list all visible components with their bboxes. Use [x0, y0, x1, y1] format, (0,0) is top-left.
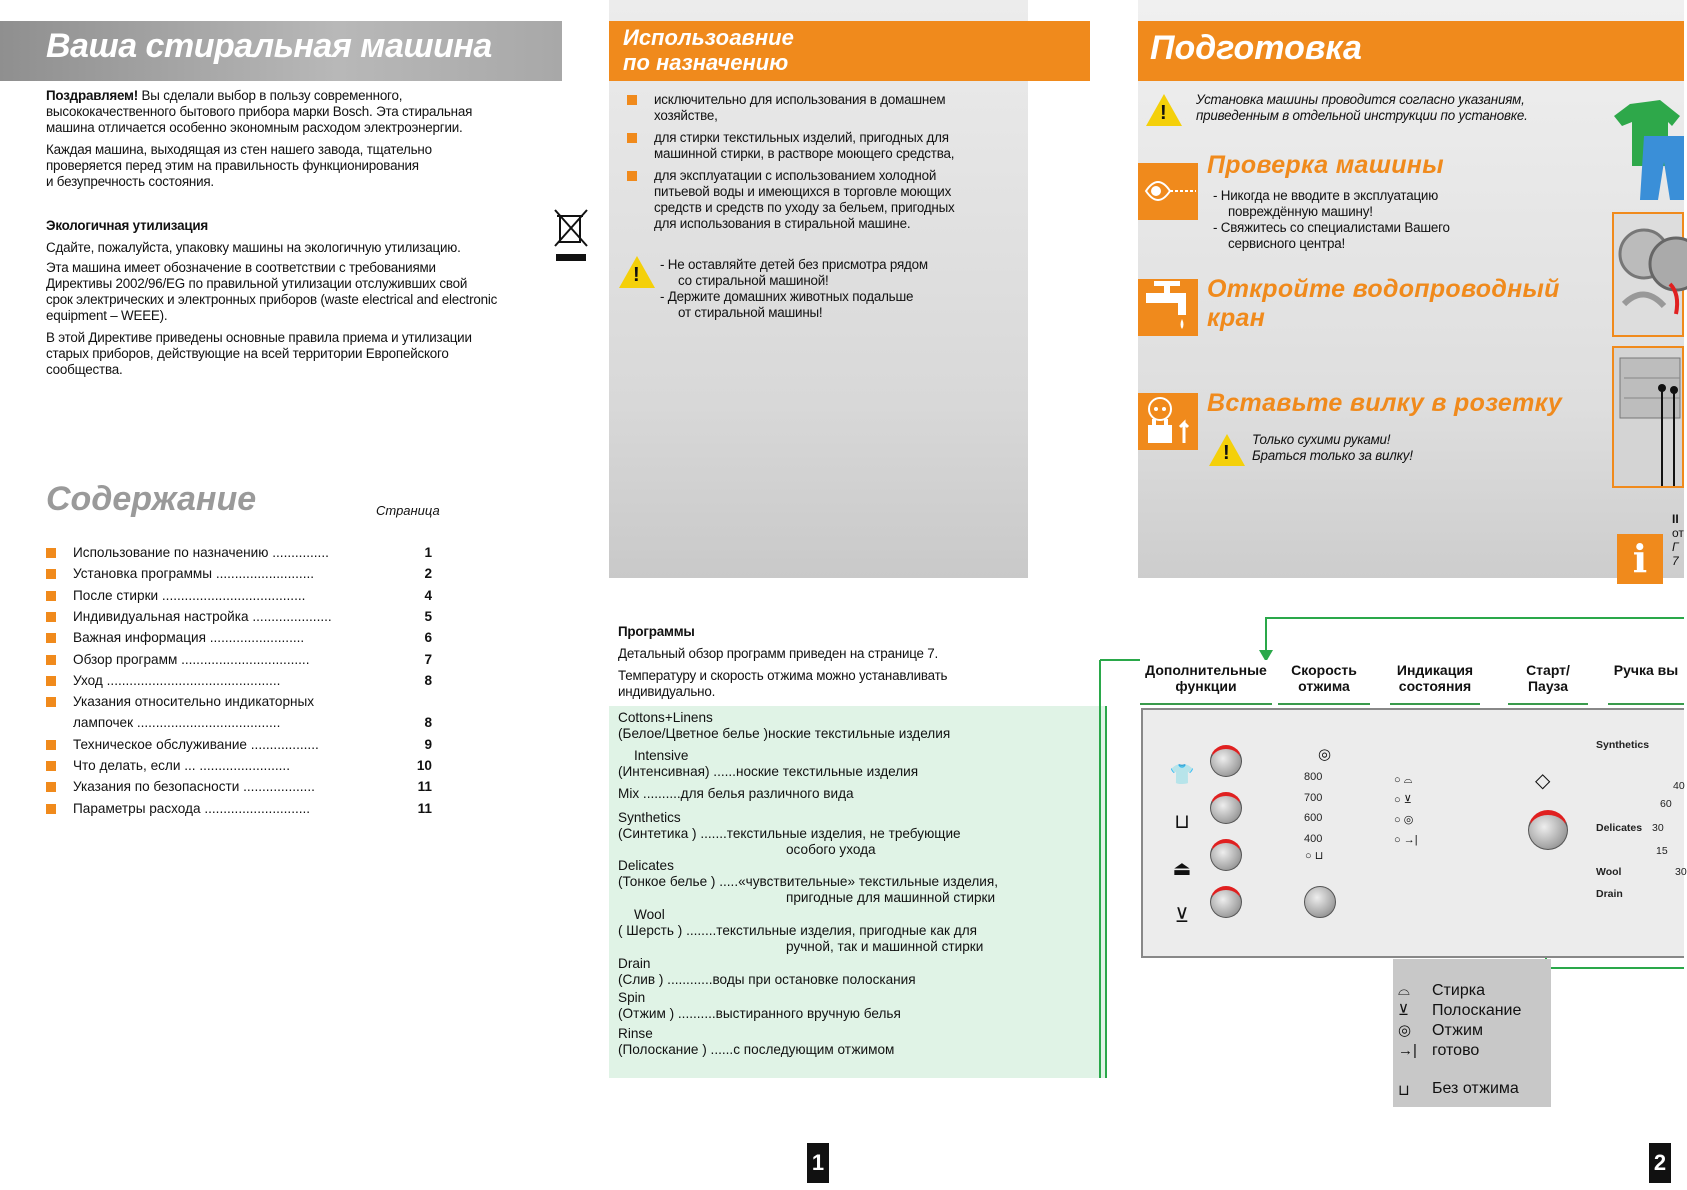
usage-header — [609, 21, 1090, 81]
warning-icon — [619, 256, 655, 288]
usage-bullet-line: питьевой воды и имеющихся в торговле моющих — [654, 184, 952, 199]
toc-bullet-icon — [46, 633, 56, 643]
usage-bullet-line: для стирки текстильных изделий, пригодных для — [654, 130, 949, 145]
toc-page: 10 — [416, 758, 432, 773]
toc-label: Установка программы .......................... — [73, 566, 315, 582]
eco-line: Сдайте, пожалуйста, упаковку машины на экологичную утилизацию. — [46, 240, 461, 255]
tap-title-line: Откройте водопроводный — [1207, 275, 1560, 303]
toc-bullet-icon — [46, 569, 56, 579]
drawer-image — [1612, 346, 1684, 488]
toc-label: лампочек ...................................... — [73, 715, 281, 731]
function-button-2[interactable] — [1210, 792, 1242, 824]
control-label: Дополнительные функции — [1140, 660, 1272, 705]
usage-bullet-line: хозяйстве, — [654, 108, 718, 123]
control-label: Индикация состояния — [1390, 660, 1480, 705]
page1-header — [0, 21, 562, 81]
intro-line-3: машина отличается особенно экономным расходом электроэнергии. — [46, 120, 463, 135]
page-number-2: 2 — [1649, 1143, 1671, 1183]
status-rinse-icon: ○ ⊻ — [1394, 794, 1412, 806]
shirt-icon: 👕 — [1169, 764, 1195, 786]
program-line: (Синтетика ) .......текстильные изделия, не требующие — [618, 826, 961, 841]
program-line: пригодные для машинной стирки — [786, 890, 996, 905]
program-line: Synthetics — [618, 810, 681, 825]
toc-label: Параметры расхода ............................ — [73, 800, 311, 816]
weee-line: срок электрических и электронных приборов (waste electrical and electronic — [46, 292, 498, 307]
directive-line: сообщества. — [46, 362, 123, 377]
toc-row — [46, 652, 432, 668]
toc-row — [46, 801, 432, 817]
toc-row — [46, 715, 432, 731]
weee-paragraph — [46, 260, 586, 324]
toc-row — [46, 694, 432, 710]
legend-wash: Стирка — [1432, 982, 1485, 999]
toc-bullet-icon — [46, 697, 56, 707]
toc-row — [46, 609, 432, 625]
no-spin-icon: ⊔ — [1398, 1082, 1410, 1099]
spin-speed: 600 — [1304, 812, 1323, 824]
edge-line: 7 — [1672, 554, 1679, 568]
control-label: Скорость отжима — [1278, 660, 1370, 705]
toc-bullet-icon — [46, 548, 56, 558]
dial-number: 40 — [1673, 780, 1685, 792]
iron-icon: ⏏ — [1172, 858, 1192, 880]
dial-number: 60 — [1660, 798, 1672, 810]
directive-paragraph — [46, 330, 586, 378]
toc-bullet-icon — [46, 676, 56, 686]
toc-page: 5 — [424, 608, 432, 624]
tap-title-line: кран — [1207, 304, 1266, 332]
toc-label: Техническое обслуживание .................. — [73, 736, 319, 752]
status-done-icon: ○ →| — [1394, 834, 1418, 846]
edge-line: Г — [1672, 540, 1679, 554]
legend-spin: Отжим — [1432, 1022, 1483, 1039]
program-line: Delicates — [618, 858, 674, 873]
toc-label: После стирки ...................................... — [73, 587, 306, 603]
bullet-icon — [627, 171, 637, 181]
toc-label: Что делать, если ... ........................ — [73, 758, 290, 773]
spin-button[interactable] — [1304, 886, 1336, 918]
check-line: - Никогда не вводите в эксплуатацию — [1213, 188, 1439, 203]
bullet-icon — [627, 95, 637, 105]
toc-page: 4 — [424, 587, 432, 603]
usage-bullet-line: исключительно для использования в домашнем — [654, 92, 946, 107]
status-wash-icon: ○ ⌓ — [1394, 774, 1413, 786]
check-line: сервисного центра! — [1228, 236, 1345, 251]
toc-bullet-icon — [46, 740, 56, 750]
spin-speed: 800 — [1304, 771, 1323, 783]
program-line: (Белое/Цветное белье )ноские текстильные изделия — [618, 726, 951, 741]
legend-done: готово — [1432, 1042, 1480, 1059]
program-line: ручной, так и машинной стирки — [786, 939, 984, 954]
directive-line: старых приборов, действующие на всей территории Европейского — [46, 346, 449, 361]
warn-line: со стиральной машиной! — [678, 273, 829, 288]
spin-icon: ◎ — [1398, 1022, 1412, 1039]
weee-bin-icon — [553, 208, 589, 264]
dial-number: 30 — [1675, 866, 1687, 878]
program-dial-label: Delicates — [1596, 822, 1643, 834]
toc-page-label: Страница — [376, 503, 440, 518]
edge-text — [1672, 512, 1684, 568]
weee-line: equipment – WEEE). — [46, 308, 168, 323]
control-label: Старт/ Пауза — [1508, 660, 1588, 705]
toc-row — [46, 737, 432, 753]
toc-page: 9 — [424, 736, 432, 752]
warn-line: от стиральной машины! — [678, 305, 823, 320]
status-indicators — [1394, 770, 1418, 850]
program-line: ( Шерсть ) ........текстильные изделия, пригодные как для — [618, 923, 978, 938]
toc-page: 7 — [424, 651, 432, 667]
intro-bold: Поздравляем! — [46, 88, 139, 103]
water-tap-icon — [1138, 279, 1198, 336]
plug-warning — [1252, 432, 1413, 464]
usage-title-2: по назначению — [623, 50, 789, 75]
intro-paragraph — [46, 88, 566, 136]
directive-line: В этой Директиве приведены основные правила приема и утилизации — [46, 330, 472, 345]
page-number-1: 1 — [807, 1143, 829, 1183]
program-line: (Тонкое белье ) .....«чувствительные» текстильные изделия, — [618, 874, 999, 889]
program-line: особого ухода — [786, 842, 876, 857]
toc-bullet-icon — [46, 761, 56, 771]
toc-bullet-icon — [46, 655, 56, 665]
toc-row — [46, 545, 432, 561]
plug-title: Вставьте вилку в розетку — [1207, 389, 1563, 417]
spin-speed: 700 — [1304, 791, 1323, 804]
para2-line: Каждая машина, выходящая из стен нашего завода, тщательно — [46, 142, 432, 157]
program-line: (Интенсивная) ......ноские текстильные изделия — [618, 764, 919, 779]
plug-warn-line: Браться только за вилку! — [1252, 448, 1413, 463]
door-image — [1612, 212, 1684, 337]
toc-row — [46, 630, 432, 646]
warning-icon — [1209, 434, 1245, 466]
toc-bullet-icon — [46, 804, 56, 814]
program-line: Spin — [618, 990, 646, 1005]
program-line: Wool — [634, 907, 665, 922]
dial-number: 30 — [1652, 822, 1664, 834]
program-line: Mix ..........для белья различного вида — [618, 786, 854, 801]
no-spin-indicator: ○ ⊔ — [1305, 850, 1324, 862]
dial-number: 15 — [1656, 845, 1668, 857]
usage-warning — [660, 257, 1040, 321]
plug-socket-icon — [1138, 393, 1198, 450]
legend-rinse: Полоскание — [1432, 1002, 1522, 1019]
toc-label: Индивидуальная настройка ..................... — [73, 608, 332, 624]
intro2-line: индивидуально. — [618, 684, 716, 699]
spin-speed: 400 — [1304, 832, 1323, 845]
toc-row — [46, 673, 432, 689]
eco-title: Экологичная утилизация — [46, 218, 209, 233]
edge-line: II — [1672, 512, 1679, 526]
program-dial-label: Synthetics — [1596, 739, 1650, 751]
weee-line: Эта машина имеет обозначение в соответствии с требованиями — [46, 260, 436, 275]
programs-intro2 — [618, 668, 947, 700]
toc-page: 8 — [424, 715, 432, 731]
toc-page: 6 — [424, 630, 432, 646]
function-button-1[interactable] — [1210, 745, 1242, 777]
programs-intro: Детальный обзор программ приведен на странице 7. — [618, 646, 939, 661]
program-dial-label: Drain — [1596, 888, 1623, 900]
start-pause-icon: ◇ — [1535, 770, 1551, 792]
tub-icon: ⊔ — [1174, 811, 1190, 833]
program-line: Intensive — [634, 748, 689, 763]
bullet-icon — [627, 133, 637, 143]
check-title: Проверка машины — [1207, 151, 1444, 179]
program-line: (Отжим ) ..........выстиранного вручную белья — [618, 1006, 901, 1021]
toc-row — [46, 779, 432, 795]
rinse-icon: ⊻ — [1398, 1002, 1409, 1019]
spin-icon: ◎ — [1318, 746, 1332, 763]
toc-title: Содержание — [46, 480, 257, 518]
function-button-3[interactable] — [1210, 839, 1242, 871]
function-button-4[interactable] — [1210, 886, 1242, 918]
warn-line: - Не оставляйте детей без присмотра рядом — [660, 257, 928, 272]
function-icons — [1168, 752, 1196, 940]
check-line: повреждённую машину! — [1228, 204, 1373, 219]
legend-icons — [1398, 981, 1417, 1061]
laundry-image — [1610, 96, 1684, 200]
eye-check-icon — [1138, 163, 1198, 220]
toc-row — [46, 566, 432, 582]
usage-bullet-line: средств и средств по уходу за бельем, пригодных — [654, 200, 955, 215]
para2-line: и безупречность состояния. — [46, 174, 214, 189]
toc-label: Обзор программ .................................. — [73, 651, 310, 667]
toc-page: 1 — [424, 545, 432, 560]
check-line: - Свяжитесь со специалистами Вашего — [1213, 220, 1450, 235]
usage-bullet-line: для эксплуатации с использованием холодной — [654, 168, 937, 183]
toc-bullet-icon — [46, 612, 56, 622]
prep-title: Подготовка — [1150, 29, 1362, 67]
program-dial-label: Wool — [1596, 866, 1622, 878]
check-items — [1213, 188, 1513, 252]
program-line: (Полоскание ) ......с последующим отжимом — [618, 1042, 895, 1057]
toc-page: 8 — [424, 672, 432, 688]
intro2-line: Температуру и скорость отжима можно устанавливать — [618, 668, 948, 683]
program-line: Cottons+Linens — [618, 710, 713, 725]
control-label: Ручка вы — [1608, 660, 1684, 705]
usage-title-1: Использоавние — [623, 25, 794, 50]
info-icon: i — [1617, 534, 1663, 584]
weee-line: Директивы 2002/96/EG по правильной утилизации отслуживших свой — [46, 276, 468, 291]
toc-label: Использование по назначению ............... — [73, 545, 329, 560]
wash-icon: ⌓ — [1398, 982, 1410, 999]
toc-label: Указания относительно индикаторных — [73, 694, 315, 710]
status-spin-icon: ○ ◎ — [1394, 814, 1414, 826]
toc-bullet-icon — [46, 782, 56, 792]
toc-page: 11 — [417, 779, 432, 795]
intro-line-1: Вы сделали выбор в пользу современного, — [138, 88, 403, 103]
install-line: приведенным в отдельной инструкции по установке. — [1196, 108, 1528, 123]
toc-label: Важная информация ......................... — [73, 630, 305, 646]
legend-no-spin: Без отжима — [1432, 1080, 1519, 1097]
rinse-tub-icon: ⊻ — [1174, 905, 1190, 927]
start-pause-button[interactable] — [1528, 810, 1568, 850]
program-line: Rinse — [618, 1026, 653, 1041]
tap-title — [1207, 275, 1560, 333]
install-note — [1196, 92, 1528, 124]
page1-title: Ваша стиральная машина — [46, 27, 492, 65]
install-line: Установка машины проводится согласно указаниям, — [1196, 92, 1525, 107]
toc-row — [46, 758, 432, 774]
warning-icon — [1146, 94, 1182, 126]
plug-warn-line: Только сухими руками! — [1252, 432, 1391, 447]
program-line: (Слив ) ............воды при остановке полоскания — [618, 972, 916, 987]
usage-bullet-line: для использования в стиральной машине. — [654, 216, 911, 231]
para2 — [46, 142, 566, 190]
programs-title: Программы — [618, 624, 695, 639]
prep-header — [1138, 21, 1684, 81]
para2-line: проверяется перед этим на правильность функционирования — [46, 158, 419, 173]
edge-line: от — [1672, 526, 1684, 540]
done-icon: →| — [1398, 1042, 1417, 1059]
toc-label: Указания по безопасности ................... — [73, 779, 315, 795]
toc-bullet-icon — [46, 591, 56, 601]
program-line: Drain — [618, 956, 651, 971]
toc-label: Уход .............................................. — [73, 672, 281, 688]
intro-line-2: высококачественного бытового прибора марки Bosch. Эта стиральная — [46, 104, 473, 119]
usage-bullet-line: машинной стирки, в растворе моющего средства, — [654, 146, 955, 161]
toc-row — [46, 588, 432, 604]
toc-page: 11 — [417, 800, 432, 816]
toc-page: 2 — [424, 566, 432, 582]
warn-line: - Держите домашних животных подальше — [660, 289, 914, 304]
